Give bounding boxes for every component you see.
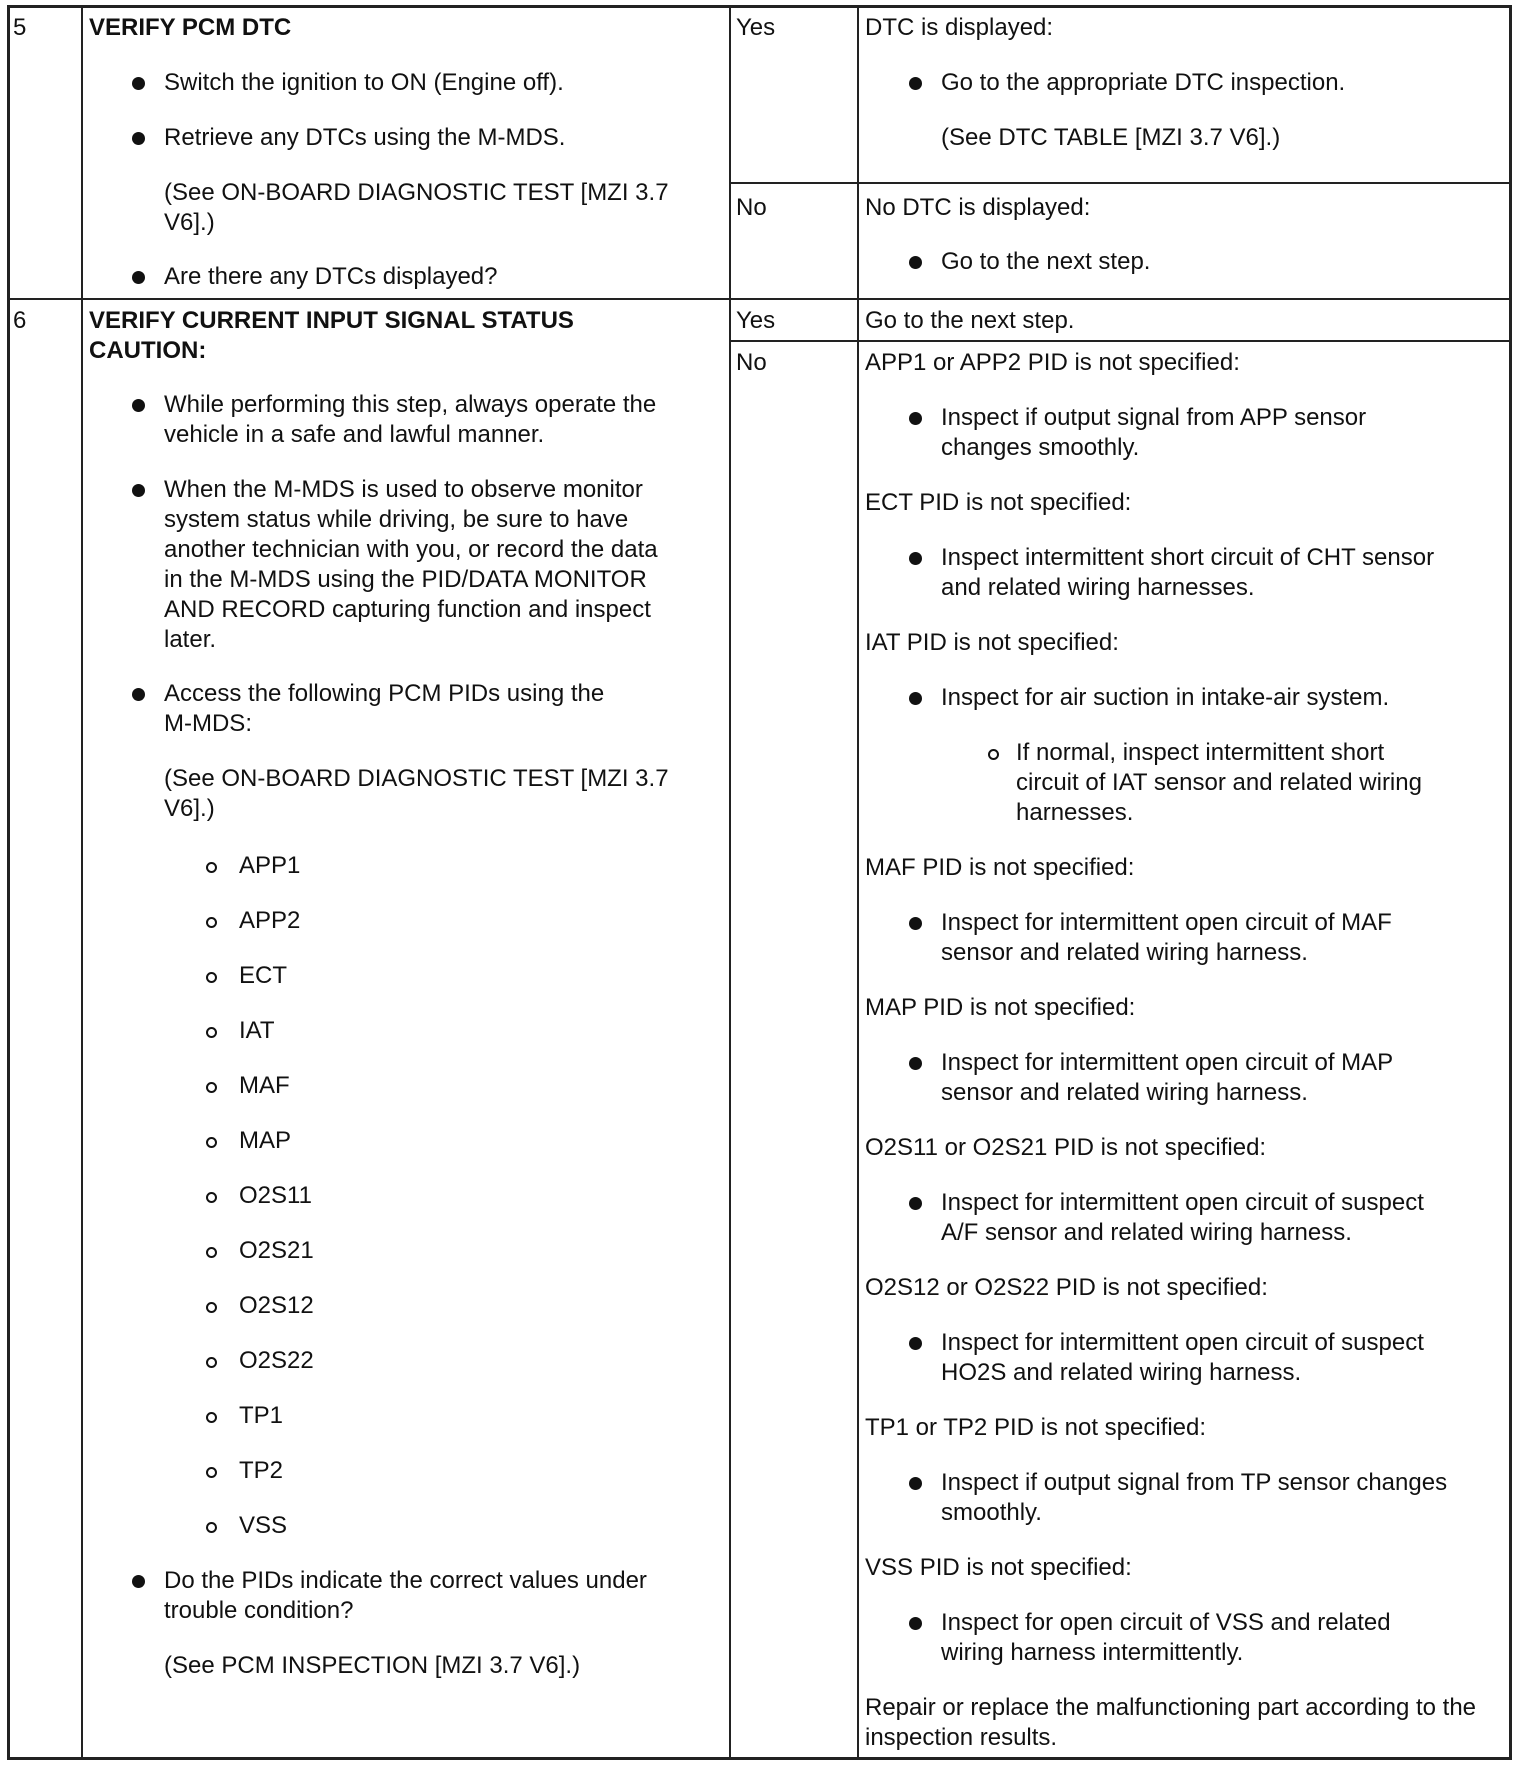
result-subitem: harnesses.	[1016, 799, 1134, 826]
pid-item: APP2	[239, 907, 301, 934]
no-label: No	[736, 194, 767, 221]
action-item: AND RECORD capturing function and inspect	[164, 596, 651, 623]
result-item: sensor and related wiring harness.	[941, 1079, 1308, 1106]
result-heading: TP1 or TP2 PID is not specified:	[865, 1414, 1207, 1441]
bullet-icon	[909, 917, 922, 930]
sub-bullet-icon	[206, 917, 217, 928]
pid-item: TP1	[239, 1402, 284, 1429]
result-item: Inspect for intermittent open circuit of suspect	[941, 1329, 1424, 1356]
bullet-icon	[909, 1057, 922, 1070]
result-item: changes smoothly.	[941, 434, 1140, 461]
result-item: Go to the next step.	[865, 307, 1075, 334]
result-heading: O2S12 or O2S22 PID is not specified:	[865, 1274, 1268, 1301]
action-item: M-MDS:	[164, 710, 252, 737]
bullet-icon	[909, 412, 922, 425]
reference-text: (See PCM INSPECTION [MZI 3.7 V6].)	[164, 1652, 581, 1679]
result-item: sensor and related wiring harness.	[941, 939, 1308, 966]
action-item: Switch the ignition to ON (Engine off).	[164, 69, 564, 96]
result-item: and related wiring harnesses.	[941, 574, 1255, 601]
result-item: Inspect intermittent short circuit of CHT sensor	[941, 544, 1435, 571]
column-divider	[729, 5, 731, 1760]
action-item: Access the following PCM PIDs using the	[164, 680, 605, 707]
sub-bullet-icon	[206, 1137, 217, 1148]
result-subitem: circuit of IAT sensor and related wiring	[1016, 769, 1422, 796]
reference-text: (See ON-BOARD DIAGNOSTIC TEST [MZI 3.7	[164, 179, 669, 206]
result-item: Go to the appropriate DTC inspection.	[941, 69, 1346, 96]
yes-no-divider	[729, 340, 1512, 342]
result-item: Inspect for open circuit of VSS and related	[941, 1609, 1391, 1636]
result-item: wiring harness intermittently.	[941, 1639, 1244, 1666]
result-item: Go to the next step.	[941, 248, 1151, 275]
result-item: HO2S and related wiring harness.	[941, 1359, 1302, 1386]
sub-bullet-icon	[206, 1357, 217, 1368]
yes-no-divider	[729, 182, 1512, 184]
bullet-icon	[909, 1197, 922, 1210]
sub-bullet-icon	[206, 972, 217, 983]
action-item: another technician with you, or record the data	[164, 536, 658, 563]
column-divider	[81, 5, 83, 1760]
sub-bullet-icon	[988, 749, 999, 760]
result-heading: IAT PID is not specified:	[865, 629, 1119, 656]
action-item: later.	[164, 626, 217, 653]
action-item: in the M-MDS using the PID/DATA MONITOR	[164, 566, 647, 593]
bullet-icon	[909, 692, 922, 705]
result-heading: APP1 or APP2 PID is not specified:	[865, 349, 1240, 376]
action-item: While performing this step, always operate the	[164, 391, 657, 418]
result-item: Inspect for intermittent open circuit of MAP	[941, 1049, 1394, 1076]
reference-text: (See ON-BOARD DIAGNOSTIC TEST [MZI 3.7	[164, 765, 669, 792]
result-item: smoothly.	[941, 1499, 1042, 1526]
result-item: Inspect for intermittent open circuit of MAF	[941, 909, 1392, 936]
action-item: Are there any DTCs displayed?	[164, 263, 498, 290]
action-item: Retrieve any DTCs using the M-MDS.	[164, 124, 566, 151]
pid-item: MAF	[239, 1072, 290, 1099]
pid-item: ECT	[239, 962, 287, 989]
result-item: Inspect if output signal from TP sensor changes	[941, 1469, 1448, 1496]
pid-item: O2S12	[239, 1292, 314, 1319]
pid-item: IAT	[239, 1017, 275, 1044]
bullet-icon	[909, 256, 922, 269]
step-title: VERIFY CURRENT INPUT SIGNAL STATUS	[89, 307, 574, 334]
action-item: system status while driving, be sure to have	[164, 506, 629, 533]
no-label: No	[736, 349, 767, 376]
result-heading: No DTC is displayed:	[865, 194, 1091, 221]
pid-item: VSS	[239, 1512, 288, 1539]
result-footer: inspection results.	[865, 1724, 1058, 1751]
result-footer: Repair or replace the malfunctioning part according to the	[865, 1694, 1477, 1721]
action-item: trouble condition?	[164, 1597, 354, 1624]
bullet-icon	[132, 688, 145, 701]
row-divider	[7, 298, 1512, 300]
bullet-icon	[909, 1477, 922, 1490]
sub-bullet-icon	[206, 862, 217, 873]
sub-bullet-icon	[206, 1027, 217, 1038]
bullet-icon	[909, 77, 922, 90]
bullet-icon	[132, 271, 145, 284]
action-item: When the M-MDS is used to observe monitor	[164, 476, 643, 503]
sub-bullet-icon	[206, 1412, 217, 1423]
sub-bullet-icon	[206, 1082, 217, 1093]
result-item: Inspect for air suction in intake-air system.	[941, 684, 1390, 711]
bullet-icon	[909, 1617, 922, 1630]
result-heading: ECT PID is not specified:	[865, 489, 1132, 516]
pid-item: MAP	[239, 1127, 292, 1154]
bullet-icon	[132, 399, 145, 412]
result-heading: MAF PID is not specified:	[865, 854, 1135, 881]
diagnostic-table	[7, 5, 1512, 1760]
pid-item: O2S22	[239, 1347, 314, 1374]
result-item: Inspect if output signal from APP sensor	[941, 404, 1367, 431]
yes-label: Yes	[736, 307, 776, 334]
yes-label: Yes	[736, 14, 776, 41]
result-item: Inspect for intermittent open circuit of suspect	[941, 1189, 1424, 1216]
reference-text: V6].)	[164, 209, 215, 236]
action-item: vehicle in a safe and lawful manner.	[164, 421, 545, 448]
step-number: 5	[13, 14, 27, 41]
result-item: A/F sensor and related wiring harness.	[941, 1219, 1352, 1246]
sub-bullet-icon	[206, 1302, 217, 1313]
bullet-icon	[132, 77, 145, 90]
result-heading: VSS PID is not specified:	[865, 1554, 1132, 1581]
sub-bullet-icon	[206, 1467, 217, 1478]
column-divider	[857, 5, 859, 1760]
bullet-icon	[132, 1575, 145, 1588]
reference-text: V6].)	[164, 795, 215, 822]
caution-label: CAUTION:	[89, 337, 207, 364]
result-heading: DTC is displayed:	[865, 14, 1054, 41]
bullet-icon	[909, 552, 922, 565]
pid-item: APP1	[239, 852, 301, 879]
result-heading: MAP PID is not specified:	[865, 994, 1136, 1021]
sub-bullet-icon	[206, 1522, 217, 1533]
sub-bullet-icon	[206, 1247, 217, 1258]
step-title: VERIFY PCM DTC	[89, 14, 292, 41]
result-heading: O2S11 or O2S21 PID is not specified:	[865, 1134, 1267, 1161]
action-item: Do the PIDs indicate the correct values under	[164, 1567, 647, 1594]
pid-item: TP2	[239, 1457, 284, 1484]
step-number: 6	[13, 307, 27, 334]
pid-item: O2S21	[239, 1237, 314, 1264]
bullet-icon	[909, 1337, 922, 1350]
pid-item: O2S11	[239, 1182, 312, 1209]
bullet-icon	[132, 484, 145, 497]
sub-bullet-icon	[206, 1192, 217, 1203]
reference-text: (See DTC TABLE [MZI 3.7 V6].)	[941, 124, 1281, 151]
result-subitem: If normal, inspect intermittent short	[1016, 739, 1385, 766]
bullet-icon	[132, 132, 145, 145]
